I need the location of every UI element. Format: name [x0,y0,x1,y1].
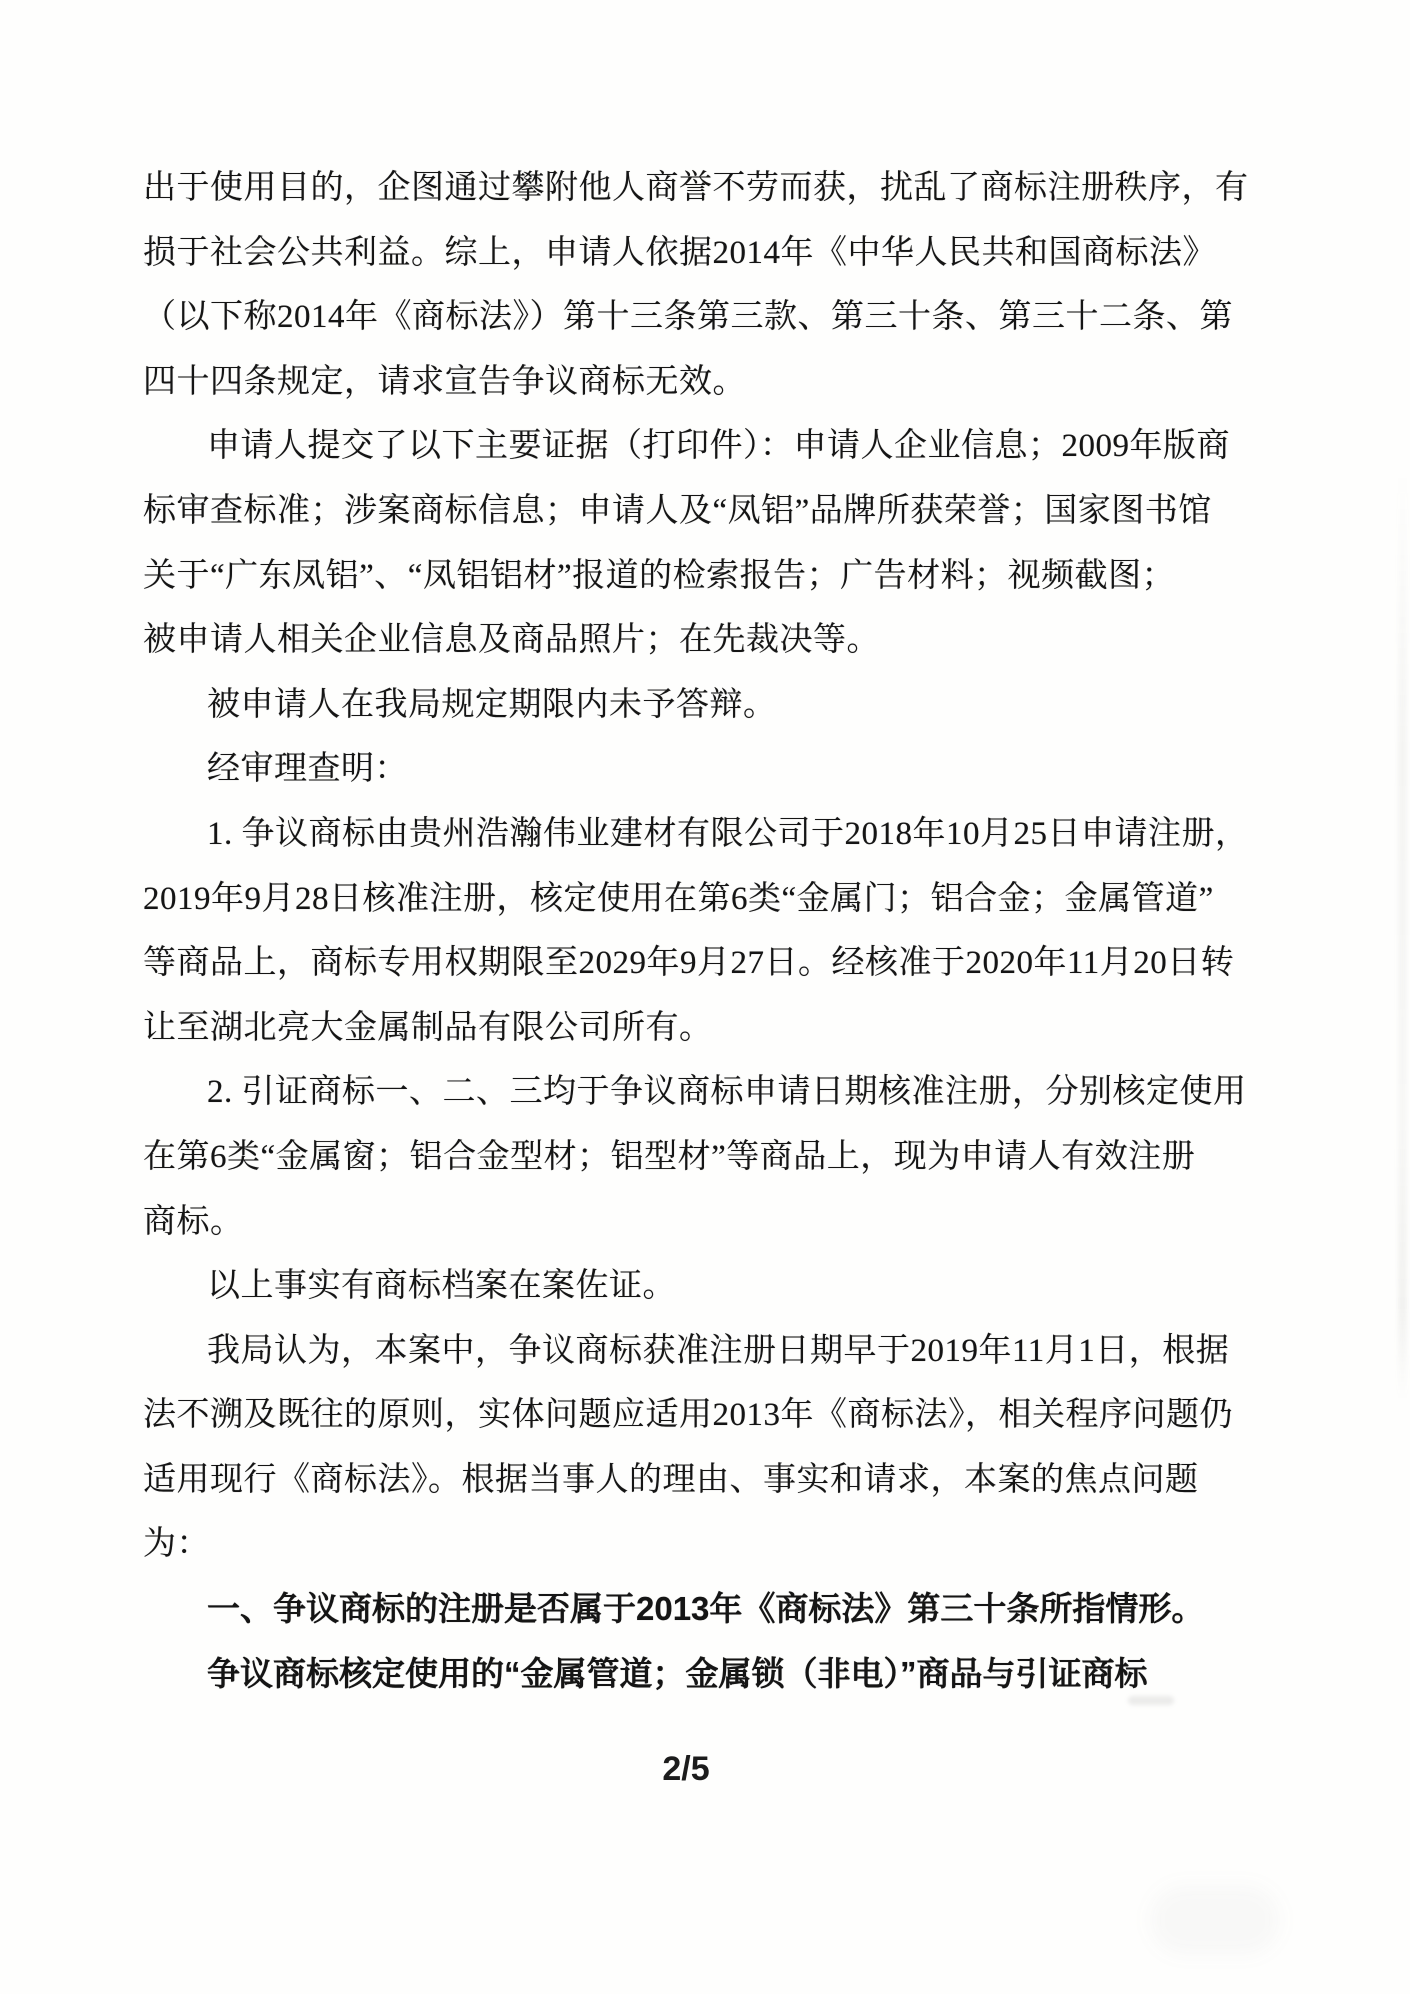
text-line: 四十四条规定，请求宣告争议商标无效。 [143,363,746,400]
text-line: 申请人提交了以下主要证据（打印件）：申请人企业信息；2009年版商 [207,428,1230,465]
text-line: 在第6类“金属窗；铝合金型材；铝型材”等商品上，现为申请人有效注册 [143,1138,1196,1175]
text-line: 被申请人在我局规定期限内未予答辩。 [207,686,777,723]
text-line: 法不溯及既往的原则，实体问题应适用2013年《商标法》，相关程序问题仍 [143,1397,1233,1434]
text-line: 争议商标核定使用的“金属管道；金属锁（非电）”商品与引证商标 [207,1654,1148,1692]
text-block [143,156,1253,1706]
text-line: 等商品上，商标专用权期限至2029年9月27日。经核准于2020年11月20日转 [143,945,1235,982]
text-line: 经审理查明： [207,751,408,788]
text-line: 让至湖北亮大金属制品有限公司所有。 [143,1009,713,1046]
text-line: 1. 争议商标由贵州浩瀚伟业建材有限公司于2018年10月25日申请注册， [207,815,1249,852]
text-line: 被申请人相关企业信息及商品照片；在先裁决等。 [143,622,880,659]
scan-artifact-smudge [1150,1885,1280,1955]
text-line: 出于使用目的，企图通过攀附他人商誉不劳而获，扰乱了商标注册秩序，有 [143,170,1249,206]
text-line: 商标。 [143,1203,244,1240]
text-line: 损于社会公共利益。综上，申请人依据2014年《中华人民共和国商标法》 [143,234,1216,271]
text-line: 关于“广东凤铝”、“凤铝铝材”报道的检索报告；广告材料；视频截图； [143,557,1176,594]
text-line: 适用现行《商标法》。根据当事人的理由、事实和请求，本案的焦点问题 [143,1461,1199,1498]
text-line: 2. 引证商标一、二、三均于争议商标申请日期核准注册，分别核定使用 [207,1074,1247,1111]
text-line: 标审查标准；涉案商标信息；申请人及“凤铝”品牌所获荣誉；国家图书馆 [143,492,1212,529]
text-line: 为： [143,1526,210,1563]
text-line: 我局认为，本案中，争议商标获准注册日期早于2019年11月1日，根据 [207,1332,1230,1369]
scan-artifact-smudge [1128,1696,1174,1705]
scan-artifact-right-edge [1398,470,1407,1400]
text-line: 一、争议商标的注册是否属于2013年《商标法》第三十条所指情形。 [207,1590,1205,1628]
page-number: 2/5 [662,1750,710,1788]
text-line: （以下称2014年《商标法》）第十三条第三款、第三十条、第三十二条、第 [143,299,1233,336]
text-line: 2019年9月28日核准注册，核定使用在第6类“金属门；铝合金；金属管道” [143,880,1214,917]
text-line: 以上事实有商标档案在案佐证。 [207,1268,676,1305]
